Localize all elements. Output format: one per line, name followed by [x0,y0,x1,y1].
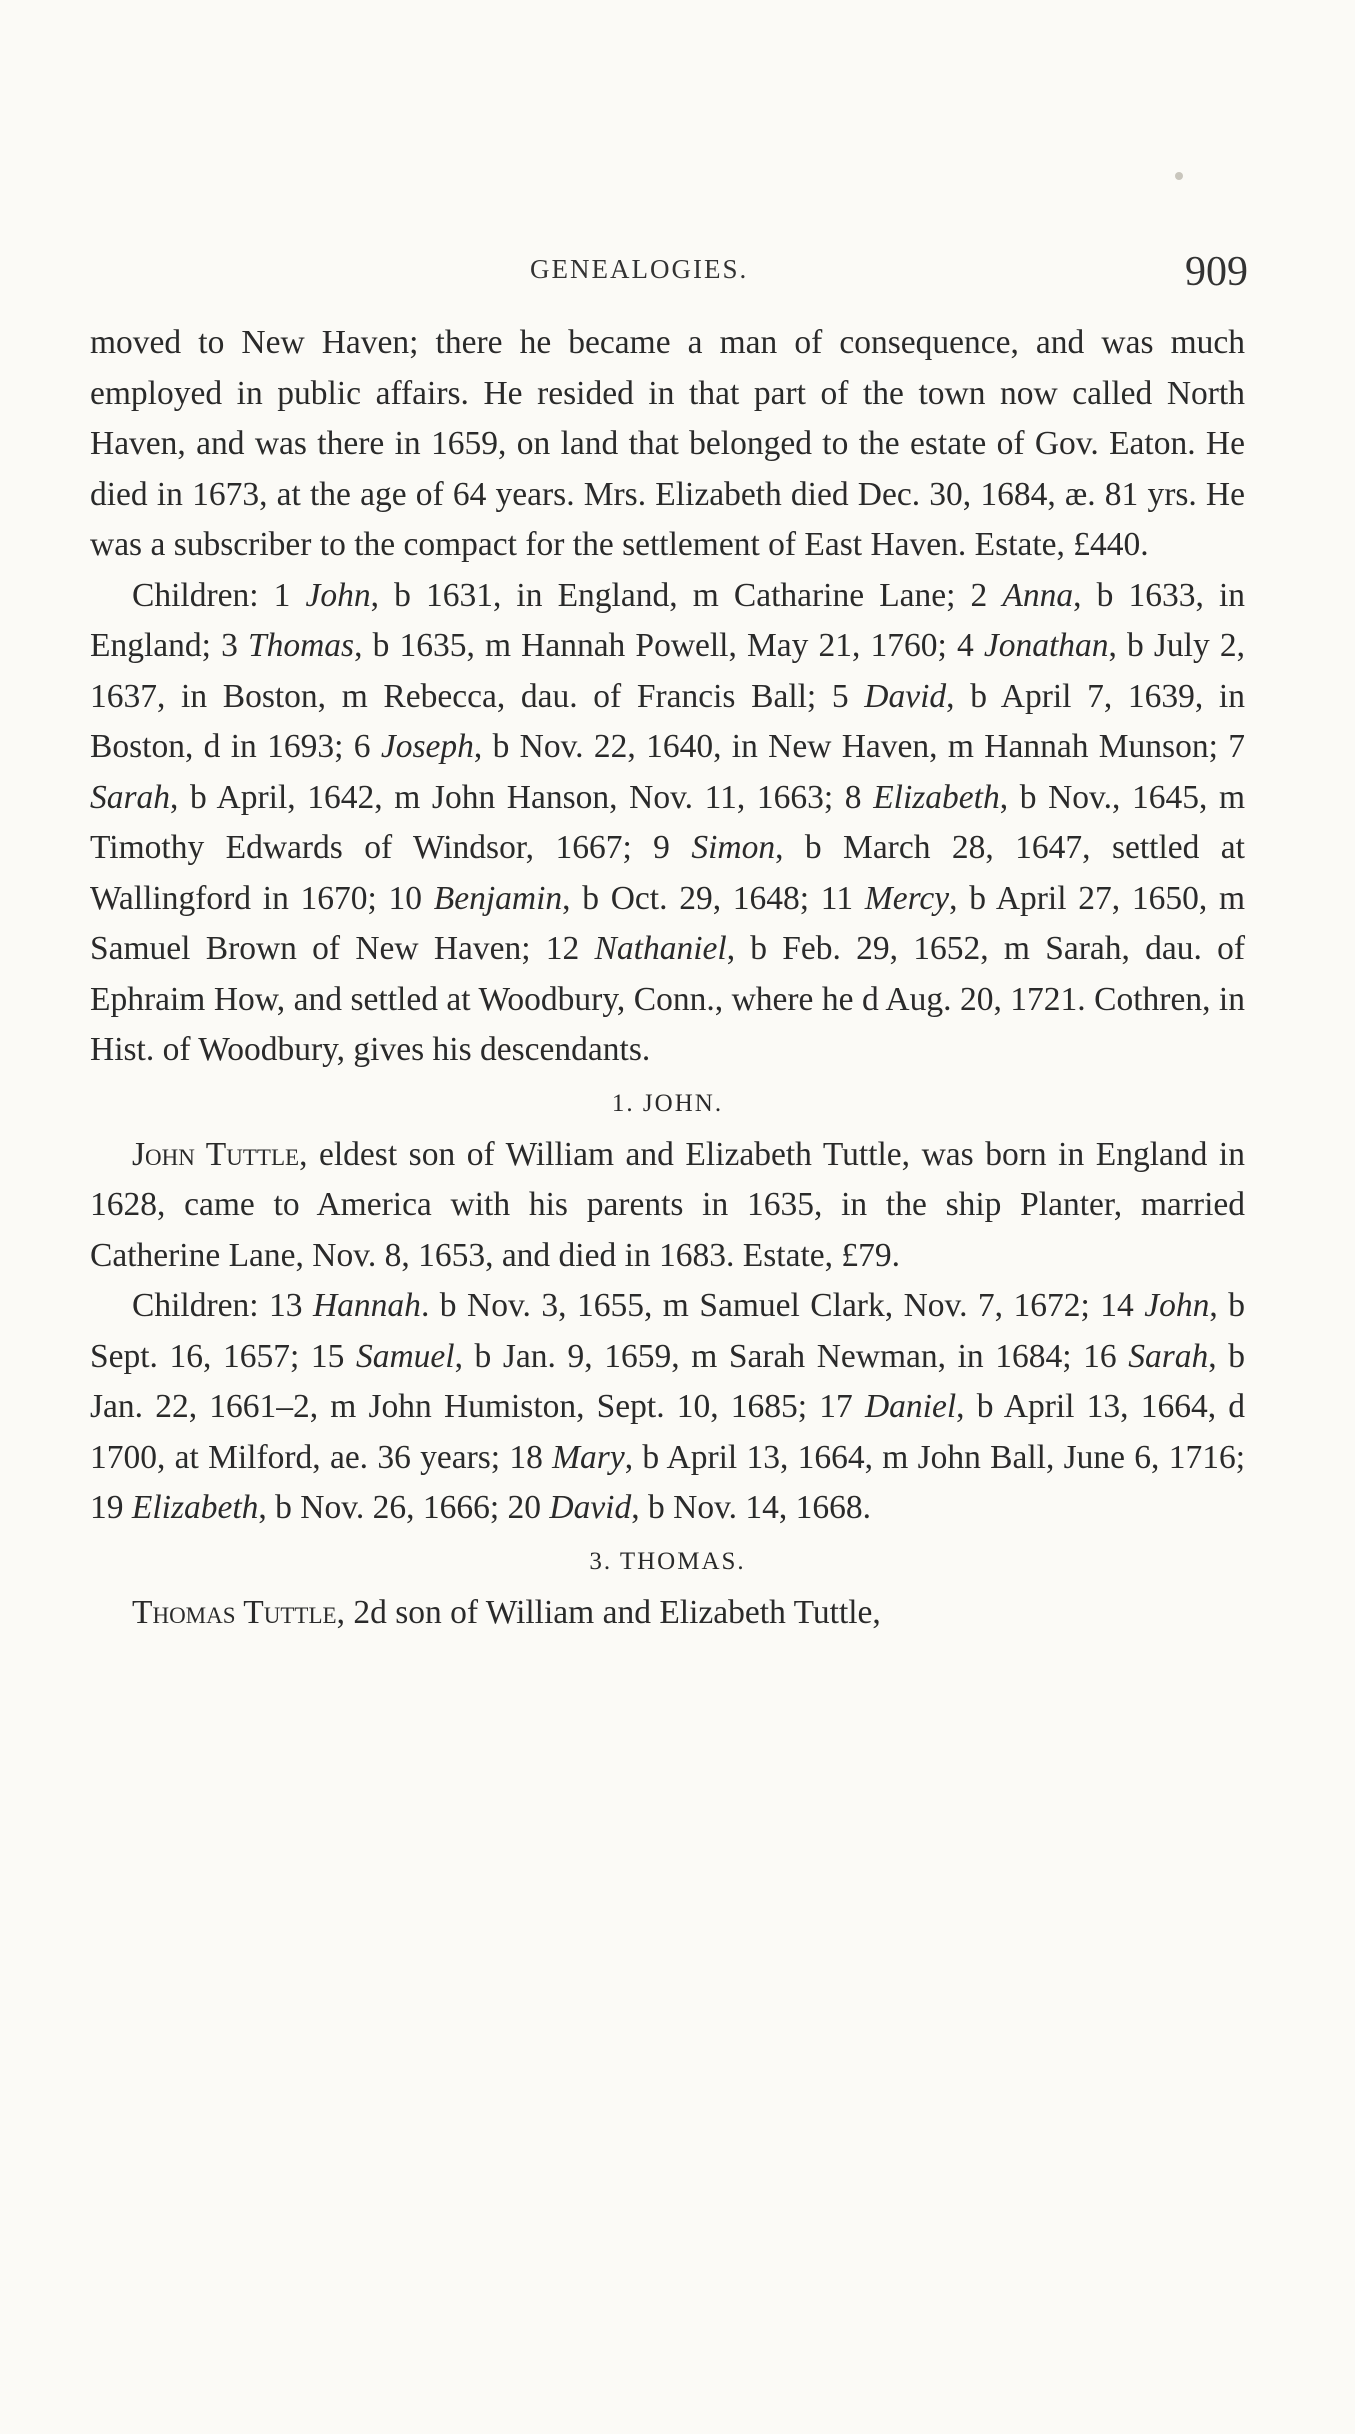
running-head: GENEALOGIES. [530,254,749,284]
child-name: Daniel [864,1388,957,1425]
child-name: Simon [691,829,776,866]
child-name: Elizabeth [873,778,1000,816]
child-name: Hannah [312,1287,421,1324]
person-name: Thomas Tuttle [132,1593,337,1631]
page-header [90,249,1248,310]
paragraph-continuation: moved to New Haven; there he became a man of consequence, and was much employed in public affairs. He resided in that part of the town now called North Haven, and was there in 1659, on land that belonged to the estate of Gov. Eaton. He died in 1673, at the age of 64 years. Mrs. Elizabeth died Dec. 30, 1684, æ. 81 yrs. He was a subscriber to the compact for the settlement of East Haven. Estate, £440. [90,324,1245,563]
child-name: John [305,576,371,614]
page-body [90,318,1245,1638]
page-number: 909 [1185,249,1248,295]
person-name: John Tuttle [132,1135,300,1173]
child-name: Benjamin [433,879,563,917]
child-name: Mercy [864,879,950,917]
section-heading-john: 1. JOHN. [611,1089,724,1117]
child-name: Sarah [90,778,171,816]
paragraph-children-john: Children: 13 Hannah. b Nov. 3, 1655, m Samuel Clark, Nov. 7, 1672; 14 John, b Sept. 16, 1657; 15 Samuel, b Jan. 9, 1659, m Sarah Newman, in 1684; 16 Sarah, b Jan. 22, 1661–2, m John Humiston, Sept. 10, 1685; 17 Daniel, b April 13, 1664, d 1700, at Milford, ae. 36 years; 18 Mary, b April 13, 1664, m John Ball, June 6, 1716; 19 Elizabeth, b Nov. 26, 1666; 20 David, b Nov. 14, 1668. [90,1287,1246,1526]
page-mark [1175,172,1183,180]
child-name: Jonathan [983,627,1109,664]
child-name: David [864,677,947,715]
child-name: Sarah [1128,1337,1209,1375]
child-name: Joseph [380,728,474,765]
paragraph-john-tuttle: John Tuttle, eldest son of William and Elizabeth Tuttle, was born in England in 1628, came to America with his parents in 1635, in the ship Planter, married Catherine Lane, Nov. 8, 1653, and died in 1683. Estate, £79. [90,1135,1245,1274]
paragraph-children-william: Children: 1 John, b 1631, in England, m Catharine Lane; 2 Anna, b 1633, in England; 3 Thomas, b 1635, m Hannah Powell, May 21, 1760; 4 Jonathan, b July 2, 1637, in Boston, m Rebecca, dau. of Francis Ball; 5 David, b April 7, 1639, in Boston, d in 1693; 6 Joseph, b Nov. 22, 1640, in New Haven, m Hannah Munson; 7 Sarah, b April, 1642, m John Hanson, Nov. 11, 1663; 8 Elizabeth, b Nov., 1645, m Timothy Edwards of Windsor, 1667; 9 Simon, b March 28, 1647, settled at Wallingford in 1670; 10 Benjamin, b Oct. 29, 1648; 11 Mercy, b April 27, 1650, m Samuel Brown of New Haven; 12 Nathaniel, b Feb. 29, 1652, m Sarah, dau. of Ephraim How, and settled at Woodbury, Conn., where he d Aug. 20, 1721. Cothren, in Hist. of Woodbury, gives his descendants. [90,576,1246,1068]
child-name: John [1144,1287,1210,1324]
child-name: Samuel [355,1337,455,1375]
paragraph-thomas-tuttle: Thomas Tuttle, 2d son of William and Elizabeth Tuttle, [132,1593,881,1631]
child-name: David [549,1489,632,1526]
child-name: Mary [552,1438,625,1476]
child-name: Nathaniel [594,930,727,967]
child-name: Elizabeth [131,1489,259,1526]
child-name: Anna [1002,576,1074,614]
section-heading-thomas: 3. THOMAS. [589,1547,746,1575]
child-name: Thomas [247,627,355,664]
